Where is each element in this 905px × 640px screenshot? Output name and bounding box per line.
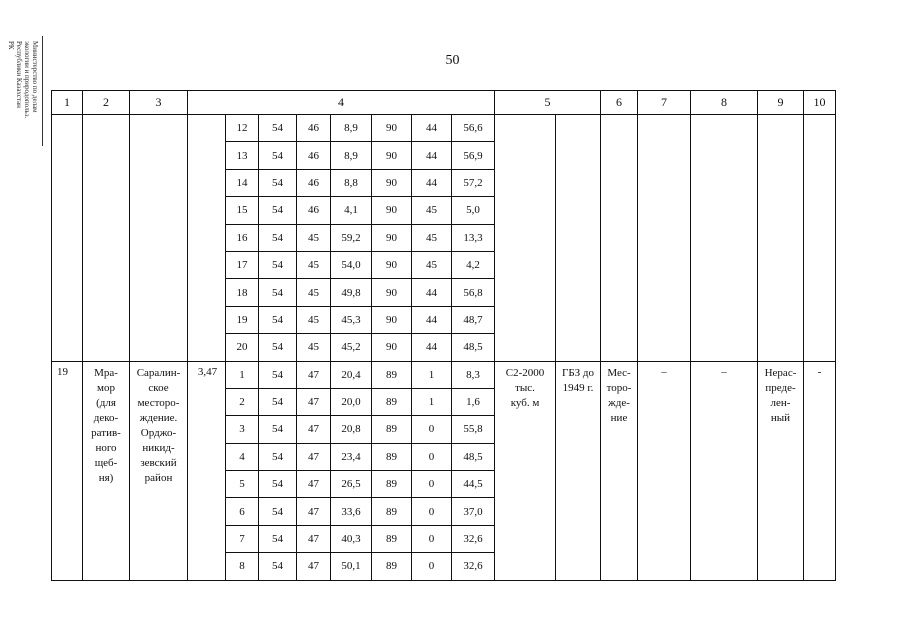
table-cell: 47 (297, 525, 331, 552)
table-cell: 44 (412, 279, 452, 306)
table-cell: 55,8 (452, 416, 495, 443)
header-cell: 6 (601, 91, 638, 115)
table-cell: 32,6 (452, 525, 495, 552)
table-cell: 47 (297, 553, 331, 580)
table-cell: 0 (412, 498, 452, 525)
table-cell: 17 (226, 251, 259, 278)
table-cell: 6 (226, 498, 259, 525)
table-cell: 90 (372, 115, 412, 142)
table-cell: 54 (259, 553, 297, 580)
table-cell: 54 (259, 115, 297, 142)
table-cell (83, 115, 130, 362)
table-cell: 47 (297, 498, 331, 525)
table-cell: 8,9 (331, 115, 372, 142)
table-cell: 49,8 (331, 279, 372, 306)
table-cell (52, 115, 83, 362)
table-cell: 45 (297, 224, 331, 251)
table-cell: 89 (372, 471, 412, 498)
table-cell: 54 (259, 197, 297, 224)
table-cell: 0 (412, 443, 452, 470)
table-cell: 54 (259, 169, 297, 196)
table-cell: 57,2 (452, 169, 495, 196)
table-cell: 20 (226, 334, 259, 361)
table-cell: 47 (297, 361, 331, 388)
table-cell: 89 (372, 525, 412, 552)
table-cell: 4 (226, 443, 259, 470)
table-cell: 4,2 (452, 251, 495, 278)
table-cell: 54 (259, 525, 297, 552)
table-cell: Мра- мор (для деко- ратив- ного щеб- ня) (83, 361, 130, 580)
table-cell: 44 (412, 334, 452, 361)
table-cell: 23,4 (331, 443, 372, 470)
table-cell: Саралин- ское месторо- ждение. Орджо- никид- зевский район (130, 361, 188, 580)
table-cell (601, 115, 638, 362)
table-cell: 46 (297, 142, 331, 169)
table-cell: 54,0 (331, 251, 372, 278)
table-cell: 1,6 (452, 388, 495, 415)
table-cell: 46 (297, 169, 331, 196)
table-cell: 54 (259, 443, 297, 470)
table-cell: 90 (372, 224, 412, 251)
table-cell: 89 (372, 498, 412, 525)
table-cell: 0 (412, 525, 452, 552)
table-cell: 54 (259, 498, 297, 525)
table-cell: 8,3 (452, 361, 495, 388)
table-cell: 54 (259, 388, 297, 415)
table-cell: 1 (226, 361, 259, 388)
table-cell: 45 (412, 224, 452, 251)
header-row (52, 91, 836, 115)
table-cell: – (691, 361, 758, 580)
table-cell: 1 (412, 388, 452, 415)
header-cell: 7 (638, 91, 691, 115)
table-cell: 20,4 (331, 361, 372, 388)
table-cell: 19 (52, 361, 83, 580)
header-cell: 2 (83, 91, 130, 115)
table-cell: 20,8 (331, 416, 372, 443)
table-cell: 4,1 (331, 197, 372, 224)
table-cell: 1 (412, 361, 452, 388)
table-cell: 44,5 (452, 471, 495, 498)
page-number: 50 (445, 53, 460, 68)
table-cell: 54 (259, 279, 297, 306)
table-cell (556, 115, 601, 362)
table-cell: 44 (412, 115, 452, 142)
table-cell: 90 (372, 169, 412, 196)
table-cell: 48,5 (452, 443, 495, 470)
table-cell: 90 (372, 334, 412, 361)
table-cell: 8,8 (331, 169, 372, 196)
table-cell: 20,0 (331, 388, 372, 415)
header-cell: 5 (495, 91, 601, 115)
table-cell: 54 (259, 224, 297, 251)
table-cell: 44 (412, 142, 452, 169)
table-cell: 54 (259, 142, 297, 169)
table-cell: 45,2 (331, 334, 372, 361)
table-cell: 47 (297, 471, 331, 498)
header-cell: 3 (130, 91, 188, 115)
table-cell: 59,2 (331, 224, 372, 251)
table-cell: 54 (259, 416, 297, 443)
table-cell: 40,3 (331, 525, 372, 552)
table-cell: 90 (372, 142, 412, 169)
table-cell: 54 (259, 334, 297, 361)
table-cell: 45 (412, 251, 452, 278)
table-cell: 13,3 (452, 224, 495, 251)
table-cell: 89 (372, 416, 412, 443)
table-cell: 45 (412, 197, 452, 224)
table-cell: 7 (226, 525, 259, 552)
table-cell (638, 115, 691, 362)
table-cell: 56,9 (452, 142, 495, 169)
table-cell: 47 (297, 416, 331, 443)
table-cell: 2 (226, 388, 259, 415)
stamp-line: экологии и природопольз. (23, 41, 31, 119)
table-cell: 54 (259, 306, 297, 333)
table-cell: 32,6 (452, 553, 495, 580)
table-cell (130, 115, 188, 362)
table-cell: 50,1 (331, 553, 372, 580)
table-cell: 0 (412, 416, 452, 443)
table-cell: 26,5 (331, 471, 372, 498)
table-cell: 48,7 (452, 306, 495, 333)
registry-table (51, 90, 836, 581)
table-cell: 89 (372, 361, 412, 388)
table-cell: 44 (412, 169, 452, 196)
table-cell: 89 (372, 388, 412, 415)
table-cell: 45 (297, 279, 331, 306)
table-cell: 0 (412, 471, 452, 498)
header-cell: 1 (52, 91, 83, 115)
table-cell: 46 (297, 115, 331, 142)
table-cell: 37,0 (452, 498, 495, 525)
table-cell: 19 (226, 306, 259, 333)
table-cell: 47 (297, 388, 331, 415)
table-cell: 54 (259, 251, 297, 278)
table-cell: 33,6 (331, 498, 372, 525)
table-cell: 89 (372, 553, 412, 580)
table-cell: 18 (226, 279, 259, 306)
table-row (52, 115, 836, 142)
stamp-line: Республики Казахстан (15, 41, 23, 108)
table-cell (495, 115, 556, 362)
table-cell: 54 (259, 361, 297, 388)
table-cell: 45 (297, 251, 331, 278)
table-cell: 3,47 (188, 361, 226, 580)
table-cell: ГБЗ до 1949 г. (556, 361, 601, 580)
table-cell: 0 (412, 553, 452, 580)
stamp-line: Министерство по делам (31, 41, 39, 113)
table-cell: 8 (226, 553, 259, 580)
table-cell: 44 (412, 306, 452, 333)
table-cell: 90 (372, 197, 412, 224)
table-cell: 47 (297, 443, 331, 470)
table-cell: Нерас- преде- лен- ный (758, 361, 804, 580)
table-cell: 46 (297, 197, 331, 224)
stamp-line: РК (7, 41, 15, 50)
table-cell: Мес- торо- жде- ние (601, 361, 638, 580)
table-cell: 3 (226, 416, 259, 443)
table-cell: 90 (372, 279, 412, 306)
header-cell: 8 (691, 91, 758, 115)
table-cell: 15 (226, 197, 259, 224)
table-cell (188, 115, 226, 362)
table-cell (758, 115, 804, 362)
header-cell: 4 (188, 91, 495, 115)
table-cell: 16 (226, 224, 259, 251)
table-cell: – (638, 361, 691, 580)
table-cell (804, 115, 836, 362)
table-cell: 13 (226, 142, 259, 169)
header-cell: 10 (804, 91, 836, 115)
table-cell: С2-2000 тыс. куб. м (495, 361, 556, 580)
table-cell: 56,8 (452, 279, 495, 306)
table-cell (691, 115, 758, 362)
table-cell: 45 (297, 334, 331, 361)
table-cell: 56,6 (452, 115, 495, 142)
table-cell: 5,0 (452, 197, 495, 224)
table-cell: 5 (226, 471, 259, 498)
table-cell: 54 (259, 471, 297, 498)
table-cell: 89 (372, 443, 412, 470)
table-cell: 12 (226, 115, 259, 142)
table-cell: - (804, 361, 836, 580)
table-cell: 8,9 (331, 142, 372, 169)
table-cell: 48,5 (452, 334, 495, 361)
table-cell: 90 (372, 251, 412, 278)
header-cell: 9 (758, 91, 804, 115)
table-cell: 14 (226, 169, 259, 196)
table-cell: 90 (372, 306, 412, 333)
table-row (52, 361, 836, 388)
table-cell: 45,3 (331, 306, 372, 333)
table-cell: 45 (297, 306, 331, 333)
